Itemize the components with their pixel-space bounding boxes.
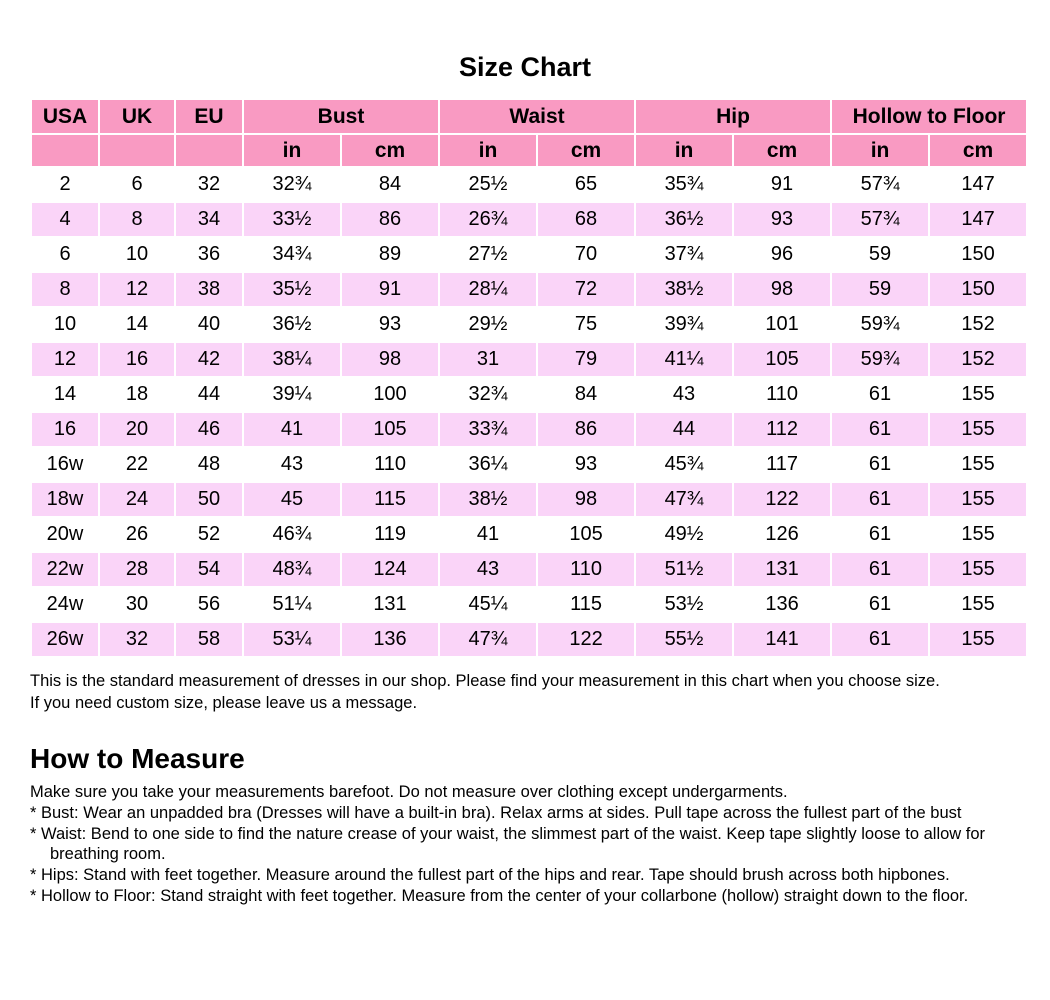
table-cell: 147 <box>930 168 1026 201</box>
table-cell: 54 <box>176 553 242 586</box>
table-cell: 122 <box>734 483 830 516</box>
table-cell: 112 <box>734 413 830 446</box>
table-cell: 10 <box>100 238 174 271</box>
table-cell: 14 <box>100 308 174 341</box>
table-row <box>32 483 1026 516</box>
table-cell: 4 <box>32 203 98 236</box>
table-cell: 70 <box>538 238 634 271</box>
table-cell: 16 <box>100 343 174 376</box>
table-cell: 24 <box>100 483 174 516</box>
table-cell: 10 <box>32 308 98 341</box>
table-cell: 35½ <box>244 273 340 306</box>
unit-cell: cm <box>734 135 830 166</box>
table-cell: 41 <box>244 413 340 446</box>
table-cell: 47¾ <box>636 483 732 516</box>
table-cell: 61 <box>832 483 928 516</box>
table-row <box>32 343 1026 376</box>
table-cell: 45 <box>244 483 340 516</box>
table-cell: 38 <box>176 273 242 306</box>
unit-cell: in <box>244 135 340 166</box>
header-group-row <box>32 100 1026 133</box>
table-cell: 32¾ <box>244 168 340 201</box>
table-cell: 38½ <box>636 273 732 306</box>
table-cell: 155 <box>930 518 1026 551</box>
table-cell: 52 <box>176 518 242 551</box>
table-cell: 44 <box>636 413 732 446</box>
table-cell: 42 <box>176 343 242 376</box>
table-cell: 43 <box>636 378 732 411</box>
table-cell: 84 <box>342 168 438 201</box>
table-cell: 61 <box>832 378 928 411</box>
table-cell: 126 <box>734 518 830 551</box>
table-cell: 86 <box>538 413 634 446</box>
table-cell: 2 <box>32 168 98 201</box>
table-cell: 75 <box>538 308 634 341</box>
table-cell: 147 <box>930 203 1026 236</box>
table-cell: 57¾ <box>832 203 928 236</box>
table-cell: 20 <box>100 413 174 446</box>
table-cell: 36½ <box>636 203 732 236</box>
table-cell: 61 <box>832 588 928 621</box>
column-header-eu: EU <box>176 100 242 133</box>
how-to-measure-heading: How to Measure <box>30 743 245 774</box>
table-cell: 91 <box>734 168 830 201</box>
table-row <box>32 553 1026 586</box>
table-cell: 93 <box>342 308 438 341</box>
table-row <box>32 588 1026 621</box>
unit-cell: in <box>636 135 732 166</box>
table-cell: 110 <box>342 448 438 481</box>
table-cell: 155 <box>930 588 1026 621</box>
table-cell: 44 <box>176 378 242 411</box>
table-cell: 46¾ <box>244 518 340 551</box>
table-cell: 150 <box>930 273 1026 306</box>
note-line-1: This is the standard measurement of dresses in our shop. Please find your measurement in this chart when you choose size. <box>30 672 940 690</box>
table-cell: 28¼ <box>440 273 536 306</box>
column-header-usa: USA <box>32 100 98 133</box>
table-cell: 61 <box>832 553 928 586</box>
table-cell: 40 <box>176 308 242 341</box>
table-cell: 16w <box>32 448 98 481</box>
table-row <box>32 378 1026 411</box>
table-cell: 100 <box>342 378 438 411</box>
table-cell: 105 <box>342 413 438 446</box>
table-cell: 36¼ <box>440 448 536 481</box>
table-cell: 98 <box>734 273 830 306</box>
table-cell: 119 <box>342 518 438 551</box>
table-cell: 8 <box>100 203 174 236</box>
table-cell: 98 <box>538 483 634 516</box>
table-cell: 31 <box>440 343 536 376</box>
column-header-uk: UK <box>100 100 174 133</box>
notes <box>30 670 1020 714</box>
table-cell: 28 <box>100 553 174 586</box>
table-cell: 55½ <box>636 623 732 656</box>
table-cell: 50 <box>176 483 242 516</box>
table-cell: 61 <box>832 518 928 551</box>
unit-cell <box>176 135 242 166</box>
table-cell: 61 <box>832 448 928 481</box>
table-cell: 26 <box>100 518 174 551</box>
table-cell: 39¼ <box>244 378 340 411</box>
table-cell: 6 <box>32 238 98 271</box>
page-title: Size Chart <box>458 52 592 82</box>
table-cell: 57¾ <box>832 168 928 201</box>
table-cell: 131 <box>342 588 438 621</box>
unit-cell: in <box>832 135 928 166</box>
table-cell: 45¼ <box>440 588 536 621</box>
column-header-hollow-to-floor: Hollow to Floor <box>832 100 1026 133</box>
table-cell: 89 <box>342 238 438 271</box>
table-cell: 20w <box>32 518 98 551</box>
unit-cell: cm <box>342 135 438 166</box>
table-cell: 152 <box>930 343 1026 376</box>
table-cell: 29½ <box>440 308 536 341</box>
table-cell: 155 <box>930 623 1026 656</box>
unit-cell: cm <box>538 135 634 166</box>
table-cell: 115 <box>342 483 438 516</box>
table-cell: 18w <box>32 483 98 516</box>
table-cell: 8 <box>32 273 98 306</box>
table-cell: 53½ <box>636 588 732 621</box>
table-cell: 38½ <box>440 483 536 516</box>
table-cell: 41 <box>440 518 536 551</box>
table-cell: 98 <box>342 343 438 376</box>
table-cell: 26¾ <box>440 203 536 236</box>
table-cell: 32 <box>176 168 242 201</box>
table-cell: 41¼ <box>636 343 732 376</box>
table-cell: 14 <box>32 378 98 411</box>
table-cell: 84 <box>538 378 634 411</box>
how-to-measure-list <box>30 782 1020 906</box>
table-row <box>32 623 1026 656</box>
table-cell: 56 <box>176 588 242 621</box>
table-cell: 26w <box>32 623 98 656</box>
table-cell: 86 <box>342 203 438 236</box>
table-cell: 93 <box>734 203 830 236</box>
table-cell: 124 <box>342 553 438 586</box>
size-table-body <box>32 168 1026 656</box>
measure-line: * Bust: Wear an unpadded bra (Dresses will have a built-in bra). Relax arms at sides. Pull tape across the fullest part of the bust <box>30 804 962 822</box>
table-cell: 27½ <box>440 238 536 271</box>
table-cell: 24w <box>32 588 98 621</box>
table-cell: 43 <box>244 448 340 481</box>
table-cell: 34¾ <box>244 238 340 271</box>
table-cell: 51¼ <box>244 588 340 621</box>
table-row <box>32 413 1026 446</box>
table-cell: 61 <box>832 623 928 656</box>
table-cell: 105 <box>734 343 830 376</box>
table-cell: 30 <box>100 588 174 621</box>
table-cell: 155 <box>930 413 1026 446</box>
table-cell: 46 <box>176 413 242 446</box>
table-row <box>32 448 1026 481</box>
table-cell: 59¾ <box>832 308 928 341</box>
table-cell: 115 <box>538 588 634 621</box>
table-cell: 16 <box>32 413 98 446</box>
table-cell: 35¾ <box>636 168 732 201</box>
table-cell: 49½ <box>636 518 732 551</box>
table-cell: 47¾ <box>440 623 536 656</box>
table-row <box>32 273 1026 306</box>
table-cell: 45¾ <box>636 448 732 481</box>
table-cell: 6 <box>100 168 174 201</box>
table-cell: 59 <box>832 238 928 271</box>
table-cell: 36 <box>176 238 242 271</box>
table-cell: 155 <box>930 483 1026 516</box>
table-cell: 65 <box>538 168 634 201</box>
table-cell: 32¾ <box>440 378 536 411</box>
table-cell: 155 <box>930 553 1026 586</box>
measure-line: Make sure you take your measurements barefoot. Do not measure over clothing except undergarments. <box>30 783 788 801</box>
table-cell: 37¾ <box>636 238 732 271</box>
table-cell: 48 <box>176 448 242 481</box>
table-row <box>32 168 1026 201</box>
table-cell: 122 <box>538 623 634 656</box>
column-header-waist: Waist <box>440 100 634 133</box>
table-row <box>32 308 1026 341</box>
table-cell: 152 <box>930 308 1026 341</box>
table-cell: 48¾ <box>244 553 340 586</box>
table-cell: 51½ <box>636 553 732 586</box>
table-row <box>32 518 1026 551</box>
table-cell: 96 <box>734 238 830 271</box>
table-cell: 34 <box>176 203 242 236</box>
table-cell: 91 <box>342 273 438 306</box>
table-cell: 105 <box>538 518 634 551</box>
table-cell: 141 <box>734 623 830 656</box>
table-cell: 136 <box>734 588 830 621</box>
size-table <box>30 98 1028 658</box>
table-cell: 59 <box>832 273 928 306</box>
table-cell: 25½ <box>440 168 536 201</box>
column-header-bust: Bust <box>244 100 438 133</box>
unit-row <box>32 135 1026 166</box>
table-cell: 58 <box>176 623 242 656</box>
unit-cell: cm <box>930 135 1026 166</box>
table-cell: 53¼ <box>244 623 340 656</box>
table-cell: 12 <box>32 343 98 376</box>
table-cell: 59¾ <box>832 343 928 376</box>
table-cell: 22 <box>100 448 174 481</box>
table-cell: 136 <box>342 623 438 656</box>
table-cell: 117 <box>734 448 830 481</box>
table-cell: 155 <box>930 448 1026 481</box>
table-cell: 33½ <box>244 203 340 236</box>
table-cell: 93 <box>538 448 634 481</box>
table-cell: 68 <box>538 203 634 236</box>
unit-cell: in <box>440 135 536 166</box>
unit-cell <box>100 135 174 166</box>
table-cell: 33¾ <box>440 413 536 446</box>
table-cell: 38¼ <box>244 343 340 376</box>
table-cell: 131 <box>734 553 830 586</box>
table-cell: 110 <box>734 378 830 411</box>
table-cell: 39¾ <box>636 308 732 341</box>
measure-line: * Waist: Bend to one side to find the nature crease of your waist, the slimmest part of the waist. Keep tape slightly loose to allow for breathing room. <box>30 825 986 863</box>
table-cell: 61 <box>832 413 928 446</box>
measure-line: * Hips: Stand with feet together. Measure around the fullest part of the hips and rear. Tape should brush across both hipbones. <box>30 866 950 884</box>
measure-line: * Hollow to Floor: Stand straight with feet together. Measure from the center of your collarbone (hollow) straight down to the floor. <box>30 887 969 905</box>
table-row <box>32 203 1026 236</box>
table-cell: 36½ <box>244 308 340 341</box>
column-header-hip: Hip <box>636 100 830 133</box>
table-cell: 43 <box>440 553 536 586</box>
table-cell: 22w <box>32 553 98 586</box>
table-cell: 72 <box>538 273 634 306</box>
table-cell: 155 <box>930 378 1026 411</box>
table-cell: 110 <box>538 553 634 586</box>
table-cell: 79 <box>538 343 634 376</box>
table-cell: 32 <box>100 623 174 656</box>
table-cell: 12 <box>100 273 174 306</box>
table-cell: 18 <box>100 378 174 411</box>
note-line-2: If you need custom size, please leave us a message. <box>30 694 418 712</box>
table-cell: 101 <box>734 308 830 341</box>
unit-cell <box>32 135 98 166</box>
table-row <box>32 238 1026 271</box>
table-cell: 150 <box>930 238 1026 271</box>
